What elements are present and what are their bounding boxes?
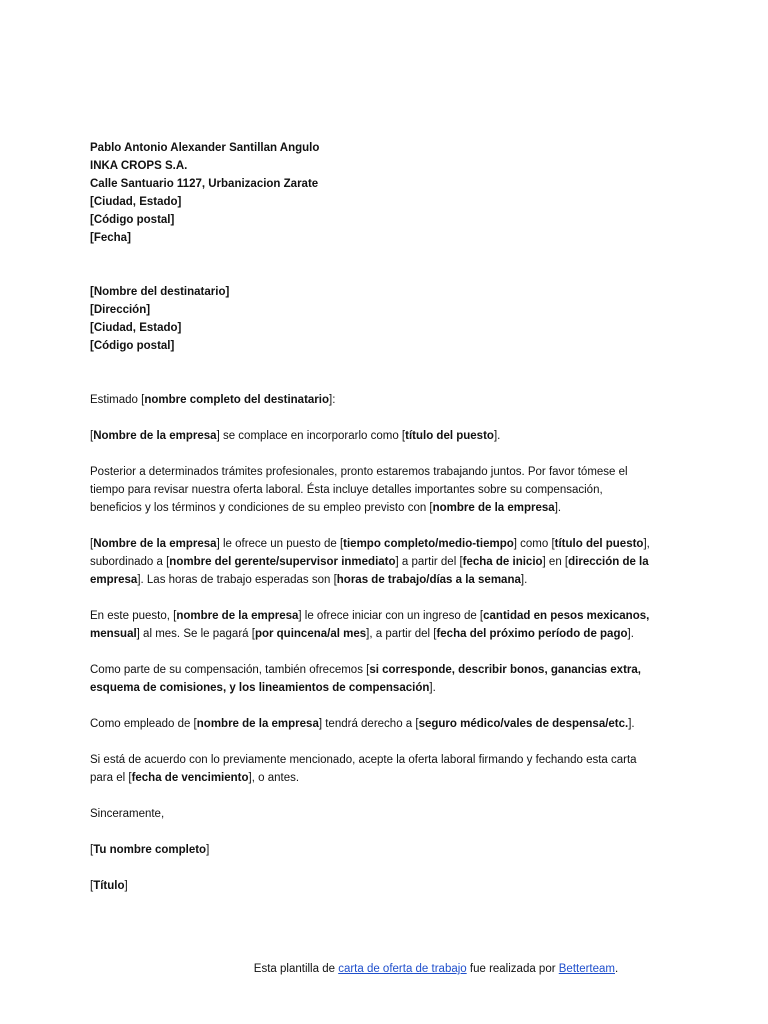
sender-city: [Ciudad, Estado] — [90, 196, 182, 208]
paragraph-line: Posterior a determinados trámites profesionales, pronto estaremos trabajando juntos. Por favor tómese el — [90, 466, 628, 478]
paragraph-line: Como parte de su compensación, también ofrecemos [si corresponde, describir bonos, ganancias extra, — [90, 664, 641, 676]
footer-credit — [0, 960, 768, 978]
paragraph-line: En este puesto, [nombre de la empresa] le ofrece iniciar con un ingreso de [cantidad en pesos mexicanos, — [90, 610, 650, 622]
paragraph-acceptance — [90, 751, 690, 787]
paragraph-line: empresa]. Las horas de trabajo esperadas son [horas de trabajo/días a la semana]. — [90, 574, 528, 586]
sender-date: [Fecha] — [90, 232, 131, 244]
sender-name: Pablo Antonio Alexander Santillan Angulo — [90, 142, 320, 154]
offer-letter-link[interactable]: carta de oferta de trabajo — [338, 963, 467, 975]
closing: Sinceramente, — [90, 808, 165, 820]
recipient-name: [Nombre del destinatario] — [90, 286, 230, 298]
sender-block — [90, 139, 690, 247]
betterteam-link[interactable]: Betterteam — [558, 963, 615, 975]
paragraph-line: tiempo para revisar nuestra oferta laboral. Ésta incluye detalles importantes sobre su compensación, — [90, 484, 603, 496]
paragraph-line: subordinado a [nombre del gerente/supervisor inmediato] a partir del [fecha de inicio] en [dirección de la — [90, 556, 649, 568]
signature-name: [Tu nombre completo] — [90, 844, 210, 856]
paragraph-salary — [90, 607, 690, 643]
paragraph-compensation — [90, 661, 690, 697]
paragraph-line: para el [fecha de vencimiento], o antes. — [90, 772, 300, 784]
letter-page — [90, 139, 690, 895]
paragraph-benefits: Como empleado de [nombre de la empresa] tendrá derecho a [seguro médico/vales de despensa/etc.]. — [90, 718, 635, 730]
paragraph-line: [Nombre de la empresa] le ofrece un puesto de [tiempo completo/medio-tiempo] como [título del puesto], — [90, 538, 650, 550]
paragraph-line: Si está de acuerdo con lo previamente mencionado, acepte la oferta laboral firmando y fechando esta carta — [90, 754, 637, 766]
footer-text: . — [615, 963, 619, 975]
signature-title: [Título] — [90, 880, 128, 892]
recipient-address: [Dirección] — [90, 304, 151, 316]
paragraph-intro: [Nombre de la empresa] se complace en incorporarlo como [título del puesto]. — [90, 430, 501, 442]
sender-address: Calle Santuario 1127, Urbanizacion Zarate — [90, 178, 319, 190]
sender-company: INKA CROPS S.A. — [90, 160, 188, 172]
recipient-city: [Ciudad, Estado] — [90, 322, 182, 334]
sender-postal: [Código postal] — [90, 214, 175, 226]
paragraph-line: esquema de comisiones, y los lineamientos de compensación]. — [90, 682, 436, 694]
paragraph-position — [90, 535, 690, 589]
recipient-postal: [Código postal] — [90, 340, 175, 352]
paragraph-line: mensual] al mes. Se le pagará [por quincena/al mes], a partir del [fecha del próximo período de pago]. — [90, 628, 634, 640]
footer-text: Esta plantilla de — [253, 963, 339, 975]
greeting: Estimado [nombre completo del destinatario]: — [90, 394, 336, 406]
footer-text: fue realizada por — [466, 963, 559, 975]
paragraph-review — [90, 463, 690, 517]
paragraph-line: beneficios y los términos y condiciones de su empleo previsto con [nombre de la empresa]. — [90, 502, 562, 514]
recipient-block — [90, 283, 690, 355]
